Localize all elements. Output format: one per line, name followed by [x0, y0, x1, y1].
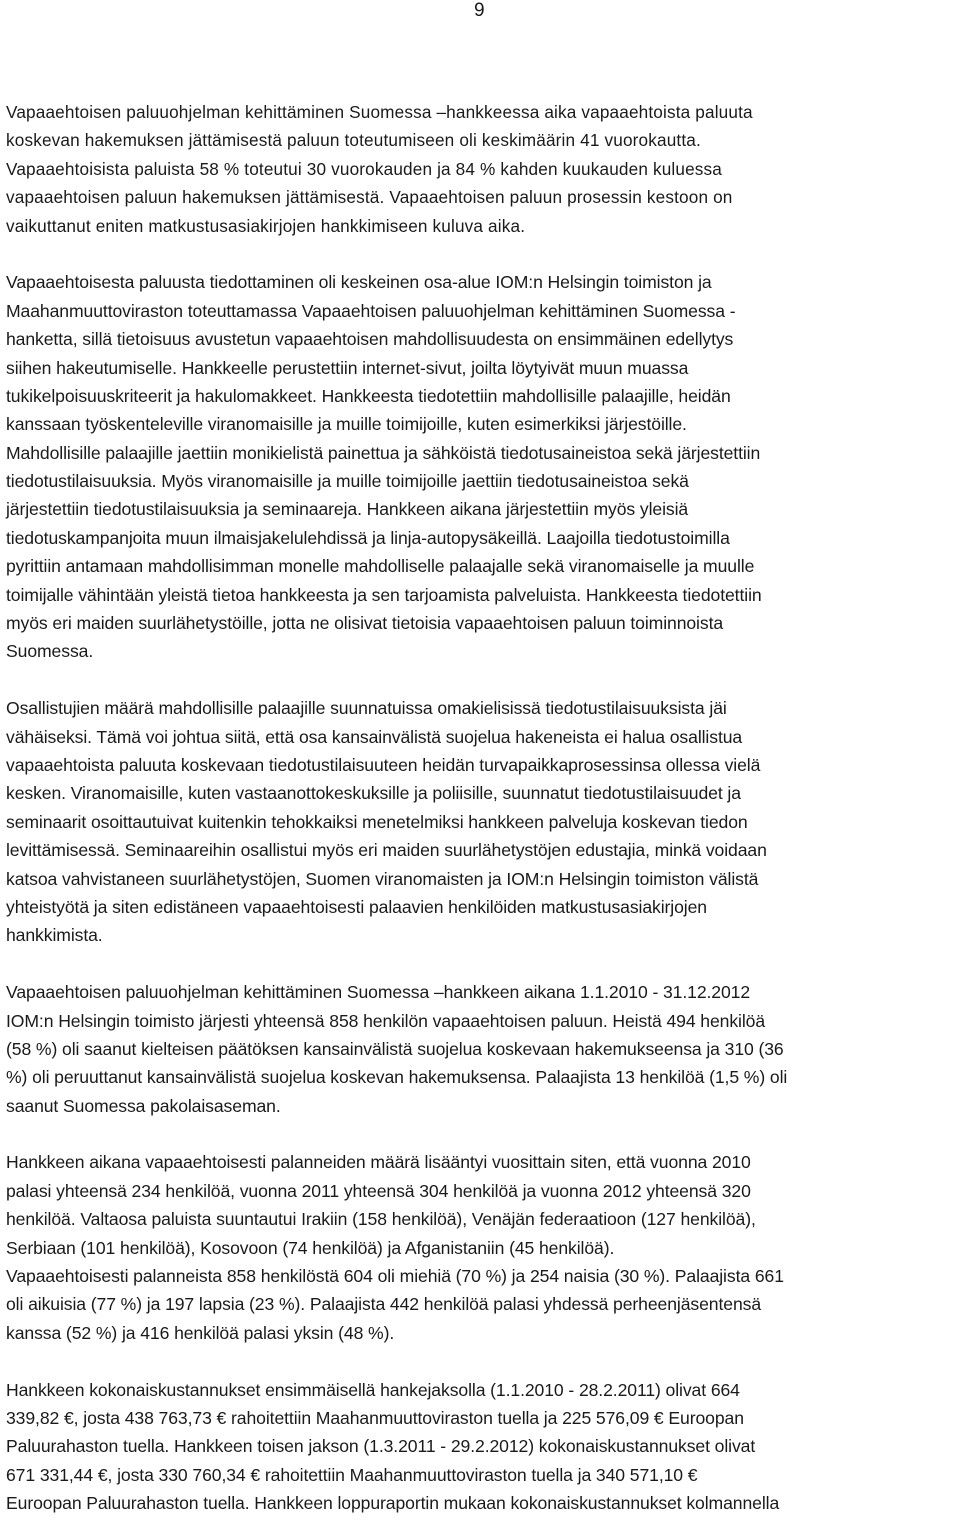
text-line: oli aikuisia (77 %) ja 197 lapsia (23 %). Palaajista 442 henkilöä palasi yhdessä perheenjäsentensä — [6, 1294, 762, 1315]
text-line: kanssaan työskenteleville viranomaisille ja muille toimijoille, kuten esimerkiksi järjestöille. — [6, 414, 687, 435]
paragraph-returns-breakdown — [6, 1148, 958, 1347]
text-line: Osallistujien määrä mahdollisille palaajille suunnatuissa omakielisissä tiedotustilaisuuksista jäi — [6, 698, 727, 719]
text-line: %) oli peruuttanut kansainvälistä suojelua koskevan hakemuksensa. Palaajista 13 henkilöä (1,5 %) oli — [6, 1067, 788, 1088]
page-number: 9 — [474, 0, 485, 21]
text-line: siihen hakeutumiselle. Hankkeelle perustettiin internet-sivut, joilta löytyivät muun muassa — [6, 357, 689, 378]
text-line: pyrittiin antamaan mahdollisimman monelle mahdolliselle palaajalle sekä viranomaiselle ja muulle — [6, 556, 755, 577]
text-line: toimijalle vähintään yleistä tietoa hankkeesta ja sen tarjoamista palveluista. Hankkeesta tiedotettiin — [6, 584, 762, 605]
text-line: tiedotuskampanjoita muun ilmaisjakelulehdissä ja linja-autopysäkeillä. Laajoilla tiedotustoimilla — [6, 527, 730, 548]
document-body — [6, 98, 958, 1518]
text-line: Maahanmuuttoviraston toteuttamassa Vapaaehtoisen paluuohjelman kehittäminen Suomessa - — [6, 300, 736, 321]
text-line: hankkimista. — [6, 925, 103, 946]
text-line: Paluurahaston tuella. Hankkeen toisen jakson (1.3.2011 - 29.2.2012) kokonaiskustannukset olivat — [6, 1436, 756, 1457]
text-line: Vapaaehtoisesti palanneista 858 henkilöstä 604 oli miehiä (70 %) ja 254 naisia (30 %). Palaajista 661 — [6, 1266, 784, 1287]
text-line: hanketta, sillä tietoisuus avustetun vapaaehtoisen mahdollisuudesta on ensimmäinen edellytys — [6, 329, 734, 350]
text-line: Vapaaehtoisen paluuohjelman kehittäminen Suomessa –hankkeen aikana 1.1.2010 - 31.12.2012 — [6, 982, 751, 1003]
text-line: Euroopan Paluurahaston tuella. Hankkeen loppuraportin mukaan kokonaiskustannukset kolmannella — [6, 1493, 780, 1514]
text-line: IOM:n Helsingin toimisto järjesti yhteensä 858 henkilön vapaaehtoisen paluun. Heistä 494 henkilöä — [6, 1010, 766, 1031]
text-line: Mahdollisille palaajille jaettiin monikielistä painettua ja sähköistä tiedotusaineistoa sekä järjestettiin — [6, 442, 761, 463]
text-line: saanut Suomessa pakolaisaseman. — [6, 1095, 281, 1116]
text-line: vaikuttanut eniten matkustusasiakirjojen hankkimiseen kuluva aika. — [6, 215, 526, 236]
text-line: tiedotustilaisuuksia. Myös viranomaisille ja muille toimijoille jaettiin tiedotusaineistoa sekä — [6, 471, 689, 492]
text-line: 339,82 €, josta 438 763,73 € rahoitettiin Maahanmuuttoviraston tuella ja 225 576,09 € Euroopan — [6, 1407, 744, 1428]
text-line: yhteistyötä ja siten edistäneen vapaaehtoisesti palaavien henkilöiden matkustusasiakirjojen — [6, 896, 707, 917]
paragraph-returns-total — [6, 978, 958, 1120]
text-line: vapaaehtoista paluuta koskevaan tiedotustilaisuuteen heidän turvapaikkaprosessinsa ollessa vielä — [6, 754, 761, 775]
text-line: kesken. Viranomaisille, kuten vastaanottokeskuksille ja poliisille, suunnatut tiedotustilaisuudet ja — [6, 783, 741, 804]
text-line: myös eri maiden suurlähetystöille, jotta ne olisivat tietoisia vapaaehtoisen paluun toiminnoista — [6, 613, 724, 634]
text-line: Vapaaehtoisen paluuohjelman kehittäminen Suomessa –hankkeessa aika vapaaehtoista paluuta — [6, 102, 753, 122]
text-line: Hankkeen aikana vapaaehtoisesti palanneiden määrä lisääntyi vuosittain siten, että vuonna 2010 — [6, 1152, 751, 1173]
text-line: Hankkeen kokonaiskustannukset ensimmäisellä hankejaksolla (1.1.2010 - 28.2.2011) olivat 664 — [6, 1379, 740, 1400]
text-line: seminaarit osoittautuivat kuitenkin tehokkaiksi menetelmiksi hankkeen palveluja koskevan tiedon — [6, 811, 748, 832]
text-line: levittämisessä. Seminaareihin osallistui myös eri maiden suurlähetystöjen edustajia, minkä voidaan — [6, 840, 767, 861]
text-line: katsoa vahvistaneen suurlähetystöjen, Suomen viranomaisten ja IOM:n Helsingin toimiston välistä — [6, 868, 759, 889]
paragraph-costs — [6, 1376, 958, 1518]
text-line: kanssa (52 %) ja 416 henkilöä palasi yksin (48 %). — [6, 1322, 395, 1343]
text-line: henkilöä. Valtaosa paluista suuntautui Irakiin (158 henkilöä), Venäjän federaatioon (127 henkilöä), — [6, 1209, 756, 1230]
text-line: (58 %) oli saanut kielteisen päätöksen kansainvälistä suojelua koskevaan hakemukseensa ja 310 (36 — [6, 1038, 784, 1059]
text-line: koskevan hakemuksen jättämisestä paluun toteutumiseen oli keskimäärin 41 vuorokautta. — [6, 130, 701, 151]
paragraph-return-duration — [6, 98, 958, 240]
text-line: tukikelpoisuuskriteerit ja hakulomakkeet. Hankkeesta tiedotettiin mahdollisille palaajille, heidän — [6, 385, 731, 406]
text-line: vapaaehtoisen paluun hakemuksen jättämisestä. Vapaaehtoisen paluun prosessin kestoon on — [6, 187, 733, 208]
text-line: vähäiseksi. Tämä voi johtua siitä, että osa kansainvälistä suojelua hakeneista ei halua osallistua — [6, 726, 743, 747]
paragraph-participation — [6, 694, 958, 950]
text-line: Vapaaehtoisesta paluusta tiedottaminen oli keskeinen osa-alue IOM:n Helsingin toimiston ja — [6, 272, 712, 293]
text-line: järjestettiin tiedotustilaisuuksia ja seminaareja. Hankkeen aikana järjestettiin myös yleisiä — [6, 499, 689, 520]
text-line: 671 331,44 €, josta 330 760,34 € rahoitettiin Maahanmuuttoviraston tuella ja 340 571,10 € — [6, 1464, 698, 1485]
text-line: Serbiaan (101 henkilöä), Kosovoon (74 henkilöä) ja Afganistaniin (45 henkilöä). — [6, 1237, 615, 1258]
text-line: Suomessa. — [6, 641, 94, 662]
paragraph-communication — [6, 268, 958, 665]
text-line: palasi yhteensä 234 henkilöä, vuonna 2011 yhteensä 304 henkilöä ja vuonna 2012 yhteensä 320 — [6, 1180, 751, 1201]
text-line: Vapaaehtoisista paluista 58 % toteutui 30 vuorokauden ja 84 % kahden kuukauden kuluessa — [6, 158, 723, 179]
